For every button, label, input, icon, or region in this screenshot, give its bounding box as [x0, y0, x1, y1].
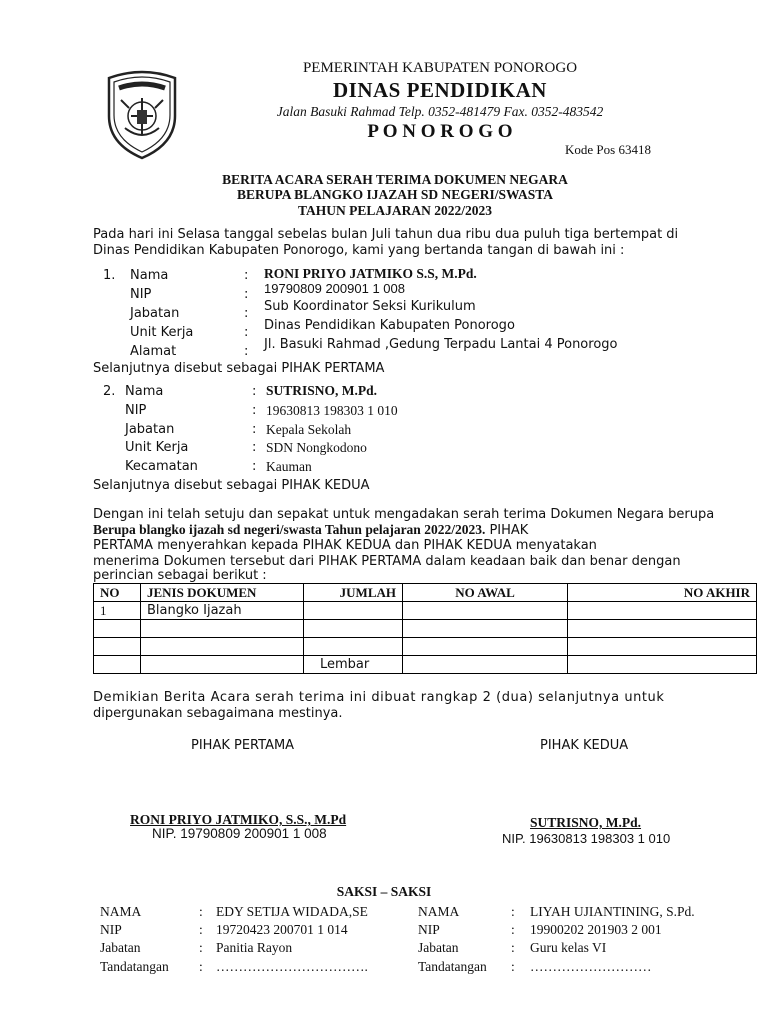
- colon: :: [511, 904, 515, 919]
- witness2-signature-line: ………………………: [530, 959, 652, 974]
- agreement-line5: perincian sebagai berikut :: [93, 568, 267, 583]
- colon: :: [511, 959, 515, 974]
- second-party-label: PIHAK KEDUA: [540, 738, 629, 753]
- party1-nip: 19790809 200901 1 008: [264, 281, 405, 296]
- regency-seal: [103, 68, 181, 160]
- party1-label-unit: Unit Kerja: [130, 325, 194, 340]
- witnesses-title: SAKSI – SAKSI: [336, 884, 432, 899]
- cell-total-unit: Lembar: [304, 656, 403, 674]
- table-row: [94, 638, 757, 656]
- colon: :: [252, 384, 257, 399]
- party1-unit: Dinas Pendidikan Kabupaten Ponorogo: [264, 318, 515, 333]
- colon: :: [244, 268, 249, 283]
- second-party-signatory: SUTRISNO, M.Pd.: [530, 815, 642, 830]
- party1-label-name: Nama: [130, 268, 169, 283]
- cell-start-number: [403, 602, 568, 620]
- party2-label-position: Jabatan: [125, 422, 175, 437]
- table-row: [94, 620, 757, 638]
- party1-label-position: Jabatan: [130, 306, 180, 321]
- witness2-name: LIYAH UJIANTINING, S.Pd.: [530, 904, 695, 919]
- colon: :: [511, 922, 515, 937]
- agreement-bold-text: Berupa blangko ijazah sd negeri/swasta Tahun pelajaran 2022/2023.: [93, 522, 486, 537]
- party2-designation: Selanjutnya disebut sebagai PIHAK KEDUA: [93, 478, 370, 493]
- colon: :: [199, 922, 203, 937]
- col-header-start-number: NO AWAL: [403, 584, 568, 602]
- col-header-document-type: JENIS DOKUMEN: [141, 584, 304, 602]
- witness-label-signature: Tandatangan: [418, 959, 487, 974]
- party2-label-nip: NIP: [125, 403, 147, 418]
- witness-label-nip: NIP: [418, 922, 440, 937]
- colon: :: [199, 904, 203, 919]
- witness-label-nip: NIP: [100, 922, 122, 937]
- witness1-position: Panitia Rayon: [216, 940, 293, 955]
- colon: :: [244, 287, 249, 302]
- witness-label-signature: Tandatangan: [100, 959, 169, 974]
- col-header-quantity: JUMLAH: [304, 584, 403, 602]
- party1-designation: Selanjutnya disebut sebagai PIHAK PERTAMA: [93, 361, 385, 376]
- closing-line1: Demikian Berita Acara serah terima ini dibuat rangkap 2 (dua) selanjutnya untuk: [93, 690, 665, 705]
- first-party-signatory: RONI PRIYO JATMIKO, S.S., M.Pd: [130, 812, 347, 827]
- party1-position: Sub Koordinator Seksi Kurikulum: [264, 299, 476, 314]
- postal-code: Kode Pos 63418: [565, 142, 651, 157]
- party2-label-district: Kecamatan: [125, 459, 198, 474]
- intro-line1: Pada hari ini Selasa tanggal sebelas bulan Juli tahun dua ribu dua puluh tiga bertempat di: [93, 227, 679, 242]
- closing-line2: dipergunakan sebagaimana mestinya.: [93, 706, 343, 721]
- doc-title-line3: TAHUN PELAJARAN 2022/2023: [297, 203, 492, 218]
- colon: :: [511, 940, 515, 955]
- party1-address: Jl. Basuki Rahmad ,Gedung Terpadu Lantai 4 Ponorogo: [264, 337, 618, 352]
- colon: :: [244, 306, 249, 321]
- witness-label-name: NAMA: [418, 904, 460, 919]
- colon: :: [252, 459, 257, 474]
- colon: :: [244, 325, 249, 340]
- party2-number: 2.: [103, 384, 116, 399]
- col-header-end-number: NO AKHIR: [568, 584, 757, 602]
- agreement-line2-rest: PIHAK: [485, 523, 529, 538]
- document-table: [93, 583, 757, 674]
- witness1-nip: 19720423 200701 1 014: [216, 922, 348, 937]
- colon: :: [199, 940, 203, 955]
- intro-line2: Dinas Pendidikan Kabupaten Ponorogo, kami yang bertanda tangan di bawah ini :: [93, 243, 625, 258]
- table-header-row: [94, 584, 757, 602]
- party2-name: SUTRISNO, M.Pd.: [266, 383, 378, 398]
- agreement-line1: Dengan ini telah setuju dan sepakat untuk mengadakan serah terima Dokumen Negara berupa: [93, 507, 715, 522]
- agreement-line2: [93, 522, 528, 538]
- cell-no: 1: [94, 602, 141, 620]
- party2-label-unit: Unit Kerja: [125, 440, 189, 455]
- agreement-line3: PERTAMA menyerahkan kepada PIHAK KEDUA dan PIHAK KEDUA menyatakan: [93, 538, 597, 553]
- witness-label-position: Jabatan: [100, 940, 141, 955]
- colon: :: [244, 344, 249, 359]
- doc-title-line2: BERUPA BLANGKO IJAZAH SD NEGERI/SWASTA: [236, 187, 554, 202]
- colon: :: [252, 440, 257, 455]
- party2-label-name: Nama: [125, 384, 164, 399]
- cell-end-number: [568, 602, 757, 620]
- cell-document-type: Blangko Ijazah: [141, 602, 304, 620]
- party1-name: RONI PRIYO JATMIKO S.S, M.Pd.: [264, 266, 477, 281]
- agreement-line4: menerima Dokumen tersebut dari PIHAK PERTAMA dalam keadaan baik dan benar dengan: [93, 554, 681, 569]
- party2-nip: 19630813 198303 1 010: [266, 403, 398, 418]
- witness1-signature-line: …………………………….: [216, 959, 368, 974]
- party2-unit: SDN Nongkodono: [266, 440, 367, 455]
- government-name: PEMERINTAH KABUPATEN PONOROGO: [302, 60, 578, 76]
- col-header-no: NO: [94, 584, 141, 602]
- table-row: [94, 602, 757, 620]
- first-party-label: PIHAK PERTAMA: [191, 738, 295, 753]
- second-party-signatory-nip: NIP. 19630813 198303 1 010: [502, 831, 671, 846]
- first-party-signatory-nip: NIP. 19790809 200901 1 008: [152, 826, 327, 841]
- agency-name: DINAS PENDIDIKAN: [333, 78, 547, 102]
- witness2-nip: 19900202 201903 2 001: [530, 922, 662, 937]
- agency-address: Jalan Basuki Rahmad Telp. 0352-481479 Fax. 0352-483542: [276, 104, 604, 119]
- party2-position: Kepala Sekolah: [266, 422, 352, 437]
- party1-label-address: Alamat: [130, 344, 177, 359]
- doc-title-line1: BERITA ACARA SERAH TERIMA DOKUMEN NEGARA: [222, 172, 568, 187]
- party1-number: 1.: [103, 268, 116, 283]
- witness1-name: EDY SETIJA WIDADA,SE: [216, 904, 368, 919]
- city-name: P O N O R O G O: [367, 121, 513, 142]
- party2-district: Kauman: [266, 459, 312, 474]
- witness2-position: Guru kelas VI: [530, 940, 607, 955]
- cell-quantity: [304, 602, 403, 620]
- witness-label-name: NAMA: [100, 904, 142, 919]
- party1-label-nip: NIP: [130, 287, 152, 302]
- witness-label-position: Jabatan: [418, 940, 459, 955]
- colon: :: [252, 422, 257, 437]
- colon: :: [199, 959, 203, 974]
- colon: :: [252, 403, 257, 418]
- table-total-row: [94, 656, 757, 674]
